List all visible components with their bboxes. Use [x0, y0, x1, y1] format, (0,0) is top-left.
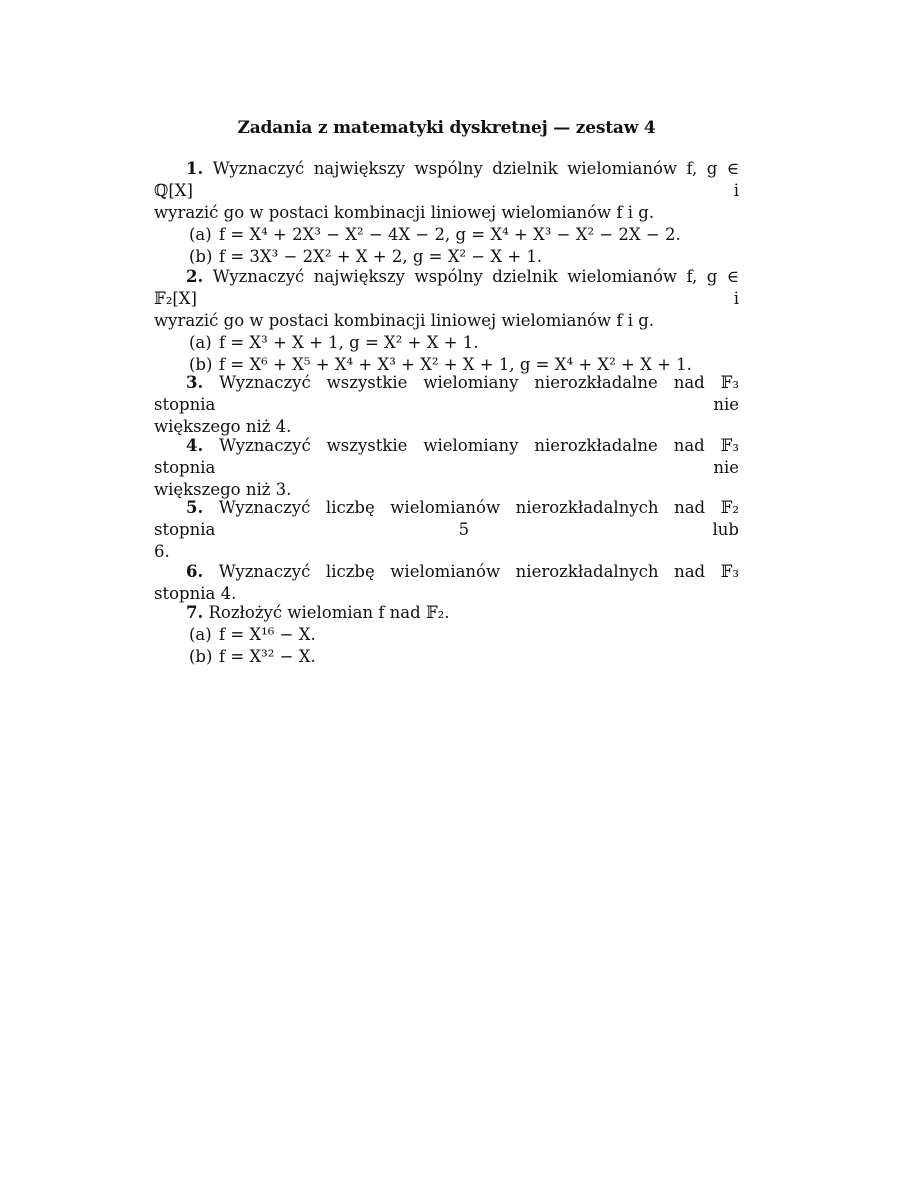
problem-number: 4. [186, 436, 204, 455]
subitem [189, 224, 739, 246]
problem-text-line2: większego niż 3. [154, 480, 292, 499]
problem-text-line2: większego niż 4. [154, 417, 292, 436]
problem-number: 6. [186, 562, 204, 581]
problem-2 [154, 266, 739, 376]
subitem-label: (b) [189, 647, 213, 666]
subitem-label: (a) [189, 333, 212, 352]
subitem-label: (b) [189, 355, 213, 374]
problem-number: 2. [186, 267, 204, 286]
subitem-label: (a) [189, 225, 212, 244]
page-title: Zadania z matematyki dyskretnej — zestaw 4 [237, 118, 656, 138]
problem-text-line2: wyrazić go w postaci kombinacji liniowej wielomianów f i g. [154, 311, 655, 330]
problem-text-line1: Wyznaczyć największy wspólny dzielnik wielomianów f, g ∈ 𝔽₂[X] i [154, 267, 739, 308]
problem-4 [154, 435, 739, 501]
subitem-label: (b) [189, 247, 213, 266]
problem-number: 3. [186, 373, 204, 392]
problem-text-line1: Rozłożyć wielomian f nad 𝔽₂. [208, 603, 450, 622]
subitem [189, 646, 739, 668]
subitem [189, 624, 739, 646]
subitem [189, 246, 739, 268]
subitem-text: f = X⁶ + X⁵ + X⁴ + X³ + X² + X + 1, g = X⁴ + X² + X + 1. [219, 355, 692, 374]
problem-text-line1: Wyznaczyć największy wspólny dzielnik wielomianów f, g ∈ ℚ[X] i [154, 159, 739, 200]
problem-text-line2: 6. [154, 542, 170, 561]
problem-number: 1. [186, 159, 204, 178]
subitem-text: f = 3X³ − 2X² + X + 2, g = X² − X + 1. [219, 247, 543, 266]
problem-5 [154, 497, 739, 563]
subitem [189, 332, 739, 354]
problem-1 [154, 158, 739, 268]
problem-number: 5. [186, 498, 204, 517]
problem-text-line1: Wyznaczyć wszystkie wielomiany nierozkładalne nad 𝔽₃ stopnia nie [154, 373, 739, 414]
problem-7 [154, 602, 739, 668]
subitem-text: f = X³ + X + 1, g = X² + X + 1. [219, 333, 479, 352]
subitem-text: f = X¹⁶ − X. [219, 625, 316, 644]
problem-6 [154, 561, 739, 605]
subitem-text: f = X³² − X. [219, 647, 316, 666]
subitem-label: (a) [189, 625, 212, 644]
problem-text-line1: Wyznaczyć wszystkie wielomiany nierozkładalne nad 𝔽₃ stopnia nie [154, 436, 739, 477]
problem-number: 7. [186, 603, 204, 622]
problem-text-line2: wyrazić go w postaci kombinacji liniowej wielomianów f i g. [154, 203, 655, 222]
problem-3 [154, 372, 739, 438]
problem-text-line1: Wyznaczyć liczbę wielomianów nierozkładalnych nad 𝔽₃ stopnia 4. [154, 562, 739, 603]
subitem-text: f = X⁴ + 2X³ − X² − 4X − 2, g = X⁴ + X³ − X² − 2X − 2. [219, 225, 681, 244]
problem-text-line1: Wyznaczyć liczbę wielomianów nierozkładalnych nad 𝔽₂ stopnia 5 lub [154, 498, 739, 539]
